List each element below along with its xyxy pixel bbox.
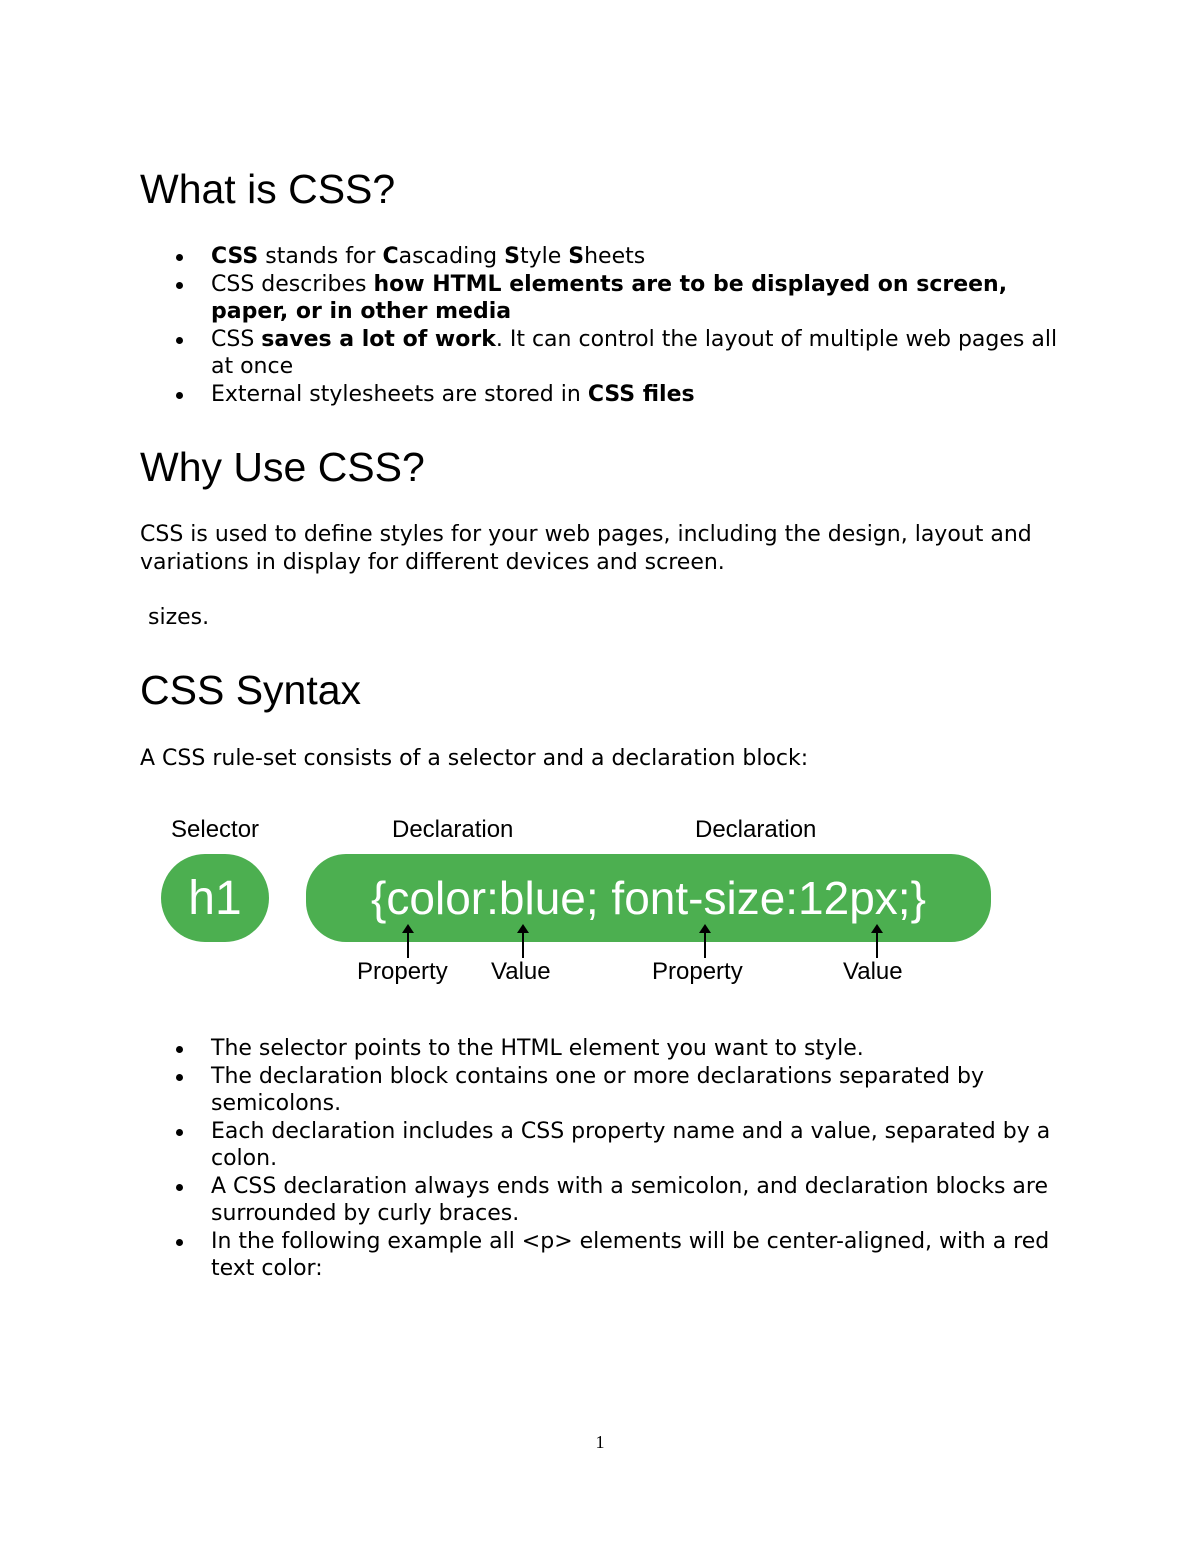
list-item-text: In the following example all <p> elements will be center-aligned, with a red text color:: [211, 1228, 1050, 1281]
heading-what-is-css: What is CSS?: [140, 166, 396, 212]
bullet-icon: [176, 254, 183, 261]
value-label-2: Value: [843, 958, 903, 985]
list-item-text: The selector points to the HTML element you want to style.: [211, 1036, 864, 1061]
why-paragraph-continuation: sizes.: [148, 605, 210, 630]
bullet-icon: [176, 392, 183, 399]
up-arrow-icon: [401, 924, 415, 958]
heading-why-use-css: Why Use CSS?: [140, 444, 425, 490]
css-syntax-diagram: [150, 808, 1010, 998]
list-item-text: tyle: [519, 244, 569, 269]
list-item: [140, 1118, 1070, 1173]
list-item: [140, 1173, 1070, 1228]
declaration-label-1: Declaration: [392, 816, 514, 843]
bullet-icon: [176, 1239, 183, 1246]
list-item-text: stands for: [258, 244, 383, 269]
property-label-1: Property: [357, 958, 448, 985]
selector-text: h1: [188, 871, 242, 925]
list-item: [140, 1228, 1070, 1283]
bullet-icon: [176, 337, 183, 344]
bullet-icon: [176, 1129, 183, 1136]
list-item: [140, 1035, 1070, 1063]
list-item-text: ascading: [398, 244, 505, 269]
list-item-text: C: [382, 244, 399, 269]
up-arrow-icon: [698, 924, 712, 958]
what-is-css-list: [140, 243, 1070, 408]
bullet-icon: [176, 1046, 183, 1053]
value-label-1: Value: [491, 958, 551, 985]
list-item-text: CSS files: [587, 381, 695, 407]
heading-css-syntax: CSS Syntax: [140, 667, 362, 713]
list-item: [140, 243, 1070, 271]
list-item-text: CSS: [211, 244, 259, 269]
bullet-icon: [176, 1074, 183, 1081]
list-item-text: CSS describes: [211, 271, 374, 297]
up-arrow-icon: [516, 924, 530, 958]
list-item: [140, 326, 1070, 381]
list-item-text: . It can control the layout of multiple web pages all at once: [211, 326, 1058, 379]
list-item-text: CSS: [211, 326, 262, 352]
bullet-icon: [176, 1184, 183, 1191]
list-item-text: S: [568, 244, 585, 269]
bullet-icon: [176, 282, 183, 289]
list-item-text: Each declaration includes a CSS property name and a value, separated by a colon.: [211, 1118, 1051, 1171]
list-item-text: External stylesheets are stored in: [211, 381, 588, 407]
selector-label: Selector: [171, 816, 260, 843]
why-paragraph: CSS is used to define styles for your web pages, including the design, layout and variations in display for different devices and screen.: [140, 522, 1032, 575]
selector-pill: [161, 854, 269, 942]
syntax-notes-list: [140, 1035, 1070, 1283]
list-item-text: S: [504, 244, 520, 269]
page-number: 1: [595, 1432, 605, 1452]
list-item: [140, 381, 1070, 409]
list-item-text: saves a lot of work: [261, 326, 496, 352]
list-item: [140, 271, 1070, 326]
syntax-intro: A CSS rule-set consists of a selector and a declaration block:: [140, 746, 809, 771]
declaration-label-2: Declaration: [695, 816, 817, 843]
list-item-text: A CSS declaration always ends with a semicolon, and declaration blocks are surrounded by curly braces.: [211, 1173, 1048, 1226]
up-arrow-icon: [870, 924, 884, 958]
list-item-text: The declaration block contains one or more declarations separated by semicolons.: [211, 1063, 985, 1116]
list-item-text: heets: [584, 244, 646, 269]
list-item-text: how HTML elements are to be displayed on screen, paper, or in other media: [211, 271, 1008, 324]
list-item: [140, 1063, 1070, 1118]
property-label-2: Property: [652, 958, 743, 985]
declaration-text: {color:blue; font-size:12px;}: [371, 872, 926, 924]
